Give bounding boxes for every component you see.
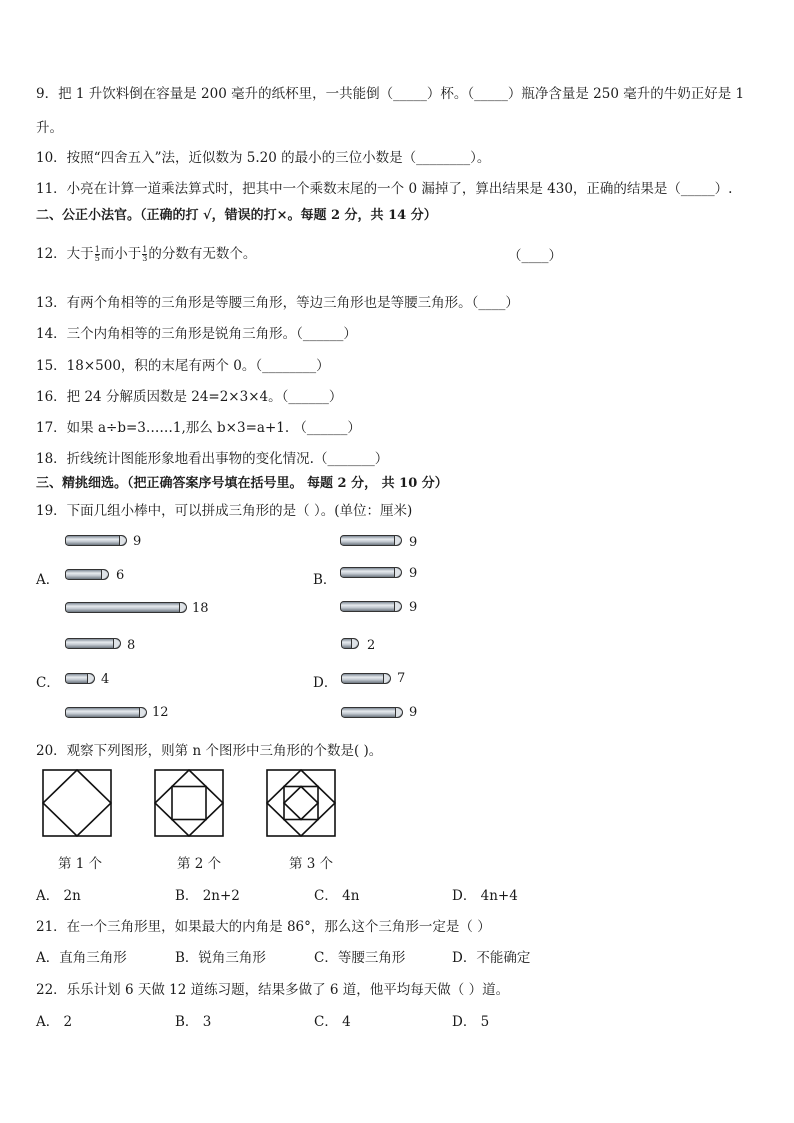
q20-option-b: B． 2n+2 <box>175 888 240 904</box>
stick-b2 <box>340 567 402 578</box>
q22-option-a: A． 2 <box>36 1014 73 1030</box>
stick-b3-length: 9 <box>409 600 418 615</box>
fraction-1-denominator: 5 <box>94 254 100 263</box>
fraction-one-fifth <box>95 246 100 263</box>
stick-a3 <box>65 602 187 613</box>
question-21: 21．在一个三角形里，如果最大的内角是 86°，那么这个三角形一定是（ ） <box>36 919 491 935</box>
option-b-letter: B． <box>313 572 337 588</box>
fraction-2-denominator: 3 <box>142 254 148 263</box>
fraction-1-numerator: 1 <box>94 245 100 254</box>
figure-1-caption: 第 1 个 <box>58 856 103 872</box>
question-13: 13．有两个角相等的三角形是等腰三角形，等边三角形也是等腰三角形。（____） <box>36 295 519 311</box>
question-9: 9．把 1 升饮料倒在容量是 200 毫升的纸杯里，一共能倒（_____）杯。（_____）瓶净含量是 250 毫升的牛奶正好是 1 <box>36 86 745 102</box>
question-12-suffix: 的分数有无数个。 <box>148 246 257 262</box>
stick-d2-length: 7 <box>397 671 406 686</box>
question-15: 15．18×500，积的末尾有两个 0。（________） <box>36 358 330 374</box>
question-12-middle: 而小于 <box>100 246 142 262</box>
figure-2-caption: 第 2 个 <box>177 856 222 872</box>
stick-a1 <box>65 535 127 546</box>
stick-c3-length: 12 <box>152 705 169 720</box>
section-2-heading: 二、公正小法官。（正确的打 √，错误的打×。每题 2 分，共 14 分） <box>36 208 437 223</box>
q21-option-a: A．直角三角形 <box>36 950 127 966</box>
stick-c1-length: 8 <box>127 638 136 653</box>
q22-option-d: D． 5 <box>452 1014 490 1030</box>
figure-2 <box>154 769 224 837</box>
stick-d3-length: 9 <box>409 705 418 720</box>
q20-option-c: C． 4n <box>314 888 360 904</box>
figure-1 <box>42 769 112 837</box>
stick-d3 <box>341 707 403 718</box>
question-17: 17．如果 a÷b=3……1,那么 b×3=a+1. （______） <box>36 420 361 436</box>
stick-a3-length: 18 <box>192 601 209 616</box>
option-a-letter: A． <box>36 572 60 588</box>
stick-b3 <box>340 601 402 612</box>
option-d-letter: D． <box>313 675 338 691</box>
q22-option-b: B． 3 <box>175 1014 212 1030</box>
stick-a1-length: 9 <box>133 534 142 549</box>
fraction-one-third <box>142 246 147 263</box>
fraction-2-numerator: 1 <box>142 245 148 254</box>
stick-d2 <box>341 673 391 684</box>
question-9-continued: 升。 <box>36 120 63 136</box>
stick-c1 <box>65 638 121 649</box>
q21-option-c: C．等腰三角形 <box>314 950 406 966</box>
figure-3-caption: 第 3 个 <box>289 856 334 872</box>
stick-a2 <box>65 569 109 580</box>
stick-d1-length: 2 <box>367 638 376 653</box>
stick-b1 <box>340 535 402 546</box>
stick-c2 <box>65 673 95 684</box>
question-22: 22．乐乐计划 6 天做 12 道练习题，结果多做了 6 道，他平均每天做（ ）道。 <box>36 982 510 998</box>
question-12-prefix: 12．大于 <box>36 246 94 262</box>
question-19: 19．下面几组小棒中，可以拼成三角形的是（ ）。(单位：厘米) <box>36 503 413 519</box>
stick-a2-length: 6 <box>116 568 125 583</box>
q21-option-b: B．锐角三角形 <box>175 950 266 966</box>
question-14: 14．三个内角相等的三角形是锐角三角形。（______） <box>36 326 357 342</box>
section-3-heading: 三、精挑细选。（把正确答案序号填在括号里。 每题 2 分， 共 10 分） <box>36 476 448 491</box>
question-18: 18．折线统计图能形象地看出事物的变化情况.（_______） <box>36 451 389 467</box>
question-11: 11．小亮在计算一道乘法算式时，把其中一个乘数末尾的一个 0 漏掉了，算出结果是 430，正确的结果是（_____）. <box>36 181 733 197</box>
question-20: 20．观察下列图形，则第 n 个图形中三角形的个数是( )。 <box>36 743 383 759</box>
q20-option-a: A． 2n <box>36 888 81 904</box>
q21-option-d: D．不能确定 <box>452 950 531 966</box>
question-10: 10．按照“四舍五入”法，近似数为 5.20 的最小的三位小数是（________）。 <box>36 150 491 166</box>
q22-option-c: C． 4 <box>314 1014 351 1030</box>
stick-b1-length: 9 <box>409 535 418 550</box>
figure-3 <box>266 769 336 837</box>
question-16: 16．把 24 分解质因数是 24=2×3×4。（______） <box>36 389 343 405</box>
stick-c2-length: 4 <box>101 672 110 687</box>
option-c-letter: C． <box>36 675 60 691</box>
q20-option-d: D． 4n+4 <box>452 888 518 904</box>
question-12 <box>36 242 256 263</box>
stick-c3 <box>65 707 147 718</box>
question-12-blank: （____） <box>508 248 562 264</box>
stick-d1 <box>341 638 359 649</box>
stick-b2-length: 9 <box>409 566 418 581</box>
